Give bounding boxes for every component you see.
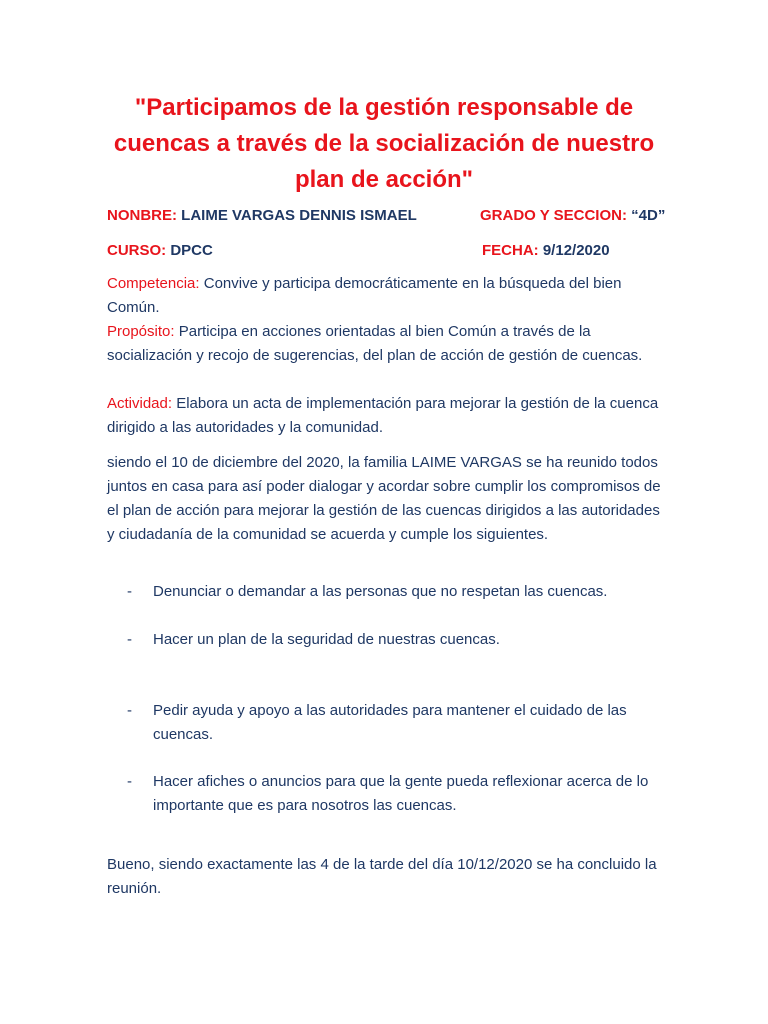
proposito-text: Participa en acciones orientadas al bien Común a través de la socialización y recojo de sugerencias, del plan de acción de gestión de cuencas. — [107, 323, 643, 364]
list-item-text: Denunciar o demandar a las personas que no respetan las cuencas. — [153, 583, 608, 600]
list-item-text: Pedir ayuda y apoyo a las autoridades para mantener el cuidado de las cuencas. — [153, 702, 627, 743]
competencia-text: Convive y participa democráticamente en la búsqueda del bien Común. — [107, 275, 622, 316]
nombre-value: LAIME VARGAS DENNIS ISMAEL — [181, 207, 417, 224]
grado-label: GRADO Y SECCION: — [480, 207, 627, 224]
actividad-text: Elabora un acta de implementación para mejorar la gestión de la cuenca dirigido a las autoridades y la comunidad. — [107, 395, 659, 436]
list-item — [127, 628, 667, 652]
fecha-value: 9/12/2020 — [542, 242, 610, 259]
bullet-dash: - — [127, 773, 132, 790]
proposito-block — [107, 320, 667, 368]
actividad-label: Actividad: — [107, 395, 173, 412]
fecha-row — [482, 242, 610, 259]
list-item-text: Hacer un plan de la seguridad de nuestras cuencas. — [153, 631, 500, 648]
bullet-dash: - — [127, 631, 132, 648]
curso-value: DPCC — [170, 242, 213, 259]
grado-value: “4D” — [631, 207, 666, 224]
list-item — [127, 770, 667, 818]
fecha-label: FECHA: — [482, 242, 539, 259]
list-item — [127, 699, 667, 747]
proposito-label: Propósito: — [107, 323, 175, 340]
grado-row — [480, 207, 665, 224]
intro-paragraph: siendo el 10 de diciembre del 2020, la familia LAIME VARGAS se ha reunido todos juntos en casa para así poder dialogar y acordar sobre cumplir los compromisos de el plan de acción para mejorar la gestión de las cuencas dirigidos a las autoridades y ciudadanía de la comunidad se acuerda y cumple los siguientes. — [107, 454, 661, 543]
competencia-block — [107, 272, 667, 320]
curso-row — [107, 242, 213, 259]
closing-paragraph: Bueno, siendo exactamente las 4 de la tarde del día 10/12/2020 se ha concluido la reunión. — [107, 856, 657, 897]
document-title: "Participamos de la gestión responsable de cuencas a través de la socialización de nuestro plan de acción" — [113, 94, 655, 193]
nombre-row — [107, 207, 417, 224]
nombre-label: NONBRE: — [107, 207, 177, 224]
list-item-text: Hacer afiches o anuncios para que la gente pueda reflexionar acerca de lo importante que es para nosotros las cuencas. — [153, 773, 649, 814]
actividad-block — [107, 392, 667, 440]
list-item — [127, 580, 667, 604]
competencia-label: Competencia: — [107, 275, 200, 292]
curso-label: CURSO: — [107, 242, 167, 259]
bullet-dash: - — [127, 702, 132, 719]
bullet-dash: - — [127, 583, 132, 600]
